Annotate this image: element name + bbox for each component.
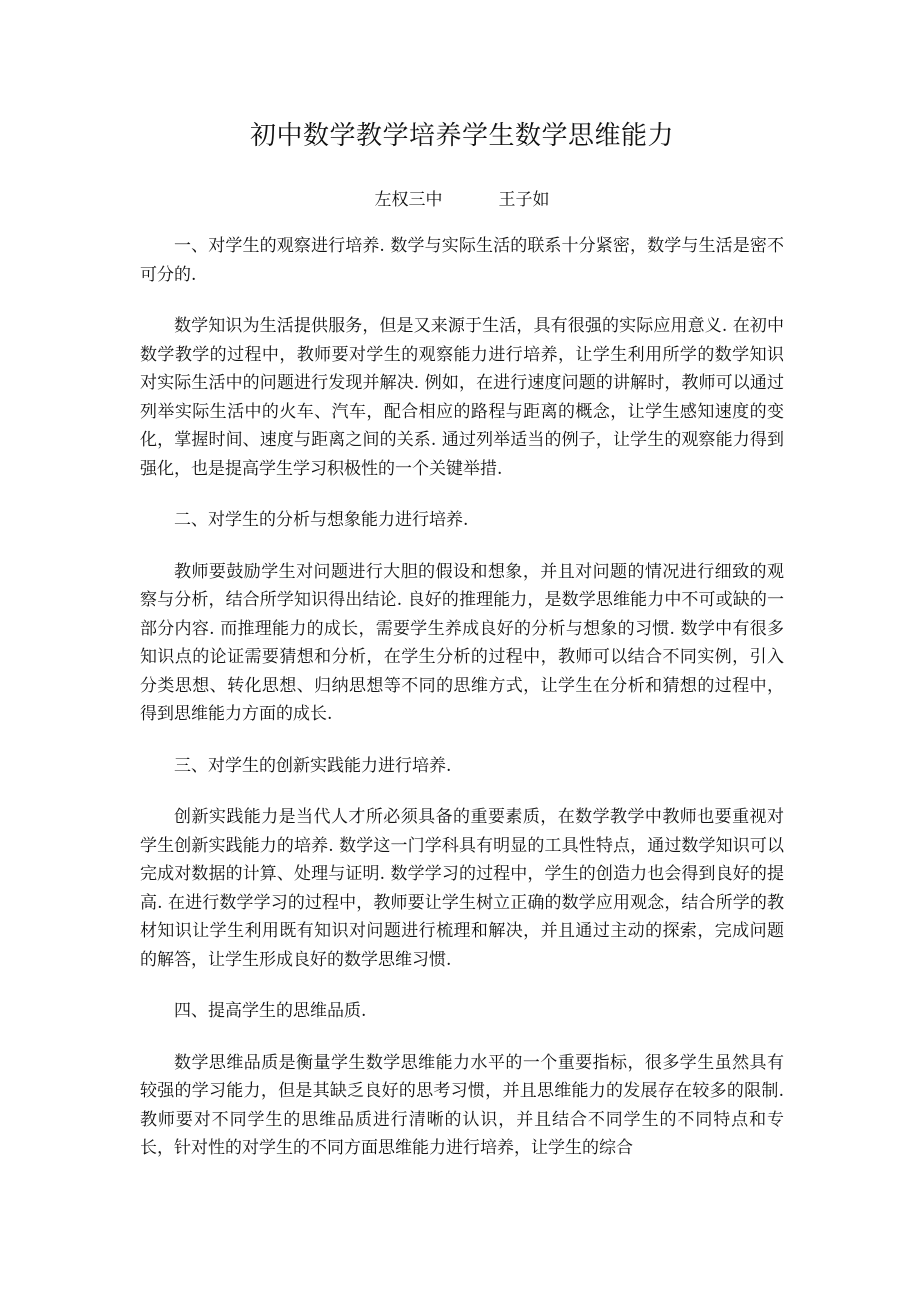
author-school: 左权三中 xyxy=(374,190,443,210)
section-heading-thinking-quality: 四、提高学生的思维品质. xyxy=(174,1001,367,1021)
document-title: 初中数学教学培养学生数学思维能力 xyxy=(249,121,674,151)
paragraph-analysis: 教师要鼓励学生对问题进行大胆的假设和想象，并且对问题的情况进行细致的观察与分析，结合所学知识得出结论. 良好的推理能力，是数学思维能力中不可或缺的一部分内容. 而推理能力的成长，需要学生养成良好的分析与想象的习惯. 数学中有很多知识点的论证需要猜想和分析，在学生分析的过程中，教师可以结合不同实例，引入分类思想、转化思想、归纳思想等不同的思维方式，让学生在分析和猜想的过程中，得到思维能力方面的成长. xyxy=(140,561,784,724)
section-heading-analysis: 二、对学生的分析与想象能力进行培养. xyxy=(174,510,469,530)
document-body xyxy=(140,232,784,1163)
paragraph-thinking-quality: 数学思维品质是衡量学生数学思维能力水平的一个重要指标，很多学生虽然具有较强的学习能力，但是其缺乏良好的思考习惯，并且思维能力的发展存在较多的限制. 教师要对不同学生的思维品质进行清晰的认识，并且结合不同学生的不同特点和专长，针对性的对学生的不同方面思维能力进行培养，让学生的综合 xyxy=(140,1052,784,1158)
author-name: 王子如 xyxy=(498,190,550,210)
byline xyxy=(140,188,784,212)
section-heading-observation: 一、对学生的观察进行培养. 数学与实际生活的联系十分紧密，数学与生活是密不可分的. xyxy=(140,236,784,285)
paragraph-observation: 数学知识为生活提供服务，但是又来源于生活，具有很强的实际应用意义. 在初中数学教学的过程中，教师要对学生的观察能力进行培养，让学生利用所学的数学知识对实际生活中的问题进行发现并解决. 例如，在进行速度问题的讲解时，教师可以通过列举实际生活中的火车、汽车，配合相应的路程与距离的概念，让学生感知速度的变化，掌握时间、速度与距离之间的关系. 通过列举适当的例子，让学生的观察能力得到强化，也是提高学生学习积极性的一个关键举措. xyxy=(140,316,784,479)
paragraph-innovation: 创新实践能力是当代人才所必须具备的重要素质，在数学教学中教师也要重视对学生创新实践能力的培养. 数学这一门学科具有明显的工具性特点，通过数学知识可以完成对数据的计算、处理与证明. 数学学习的过程中，学生的创造力也会得到良好的提高. 在进行数学学习的过程中，教师要让学生树立正确的数学应用观念，结合所学的教材知识让学生利用既有知识对问题进行梳理和解决，并且通过主动的探索，完成问题的解答，让学生形成良好的数学思维习惯. xyxy=(140,807,784,970)
section-heading-innovation: 三、对学生的创新实践能力进行培养. xyxy=(174,755,452,776)
